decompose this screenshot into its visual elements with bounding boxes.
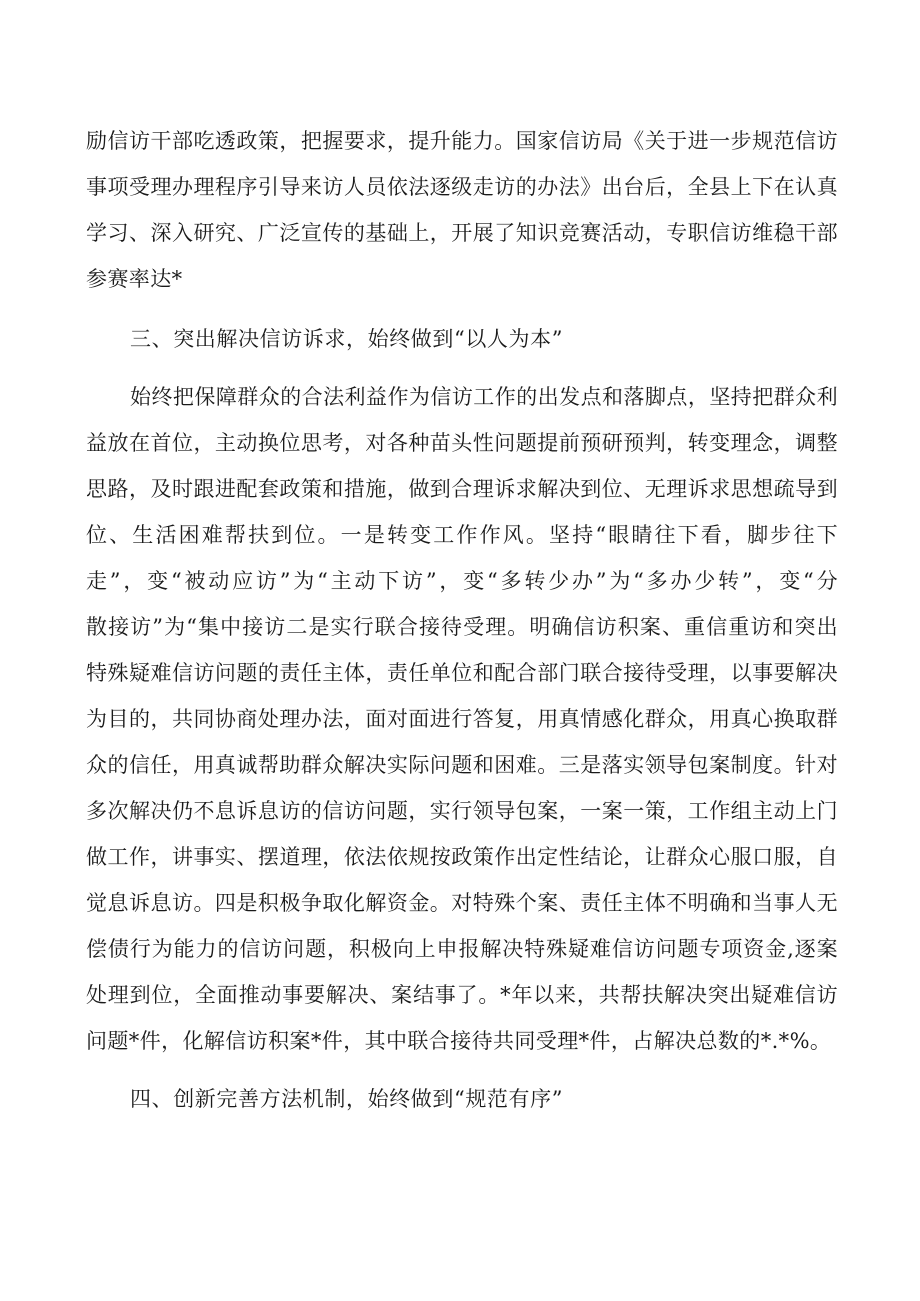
section-heading-4: 四、创新完善方法机制，始终做到“规范有序” bbox=[130, 1087, 564, 1111]
paragraph-line: 多次解决仍不息诉息访的信访问题，实行领导包案，一案一策，工作组主动上门 bbox=[86, 799, 838, 823]
paragraph-line: 特殊疑难信访问题的责任主体，责任单位和配合部门联合接待受理，以事要解决 bbox=[86, 661, 838, 685]
paragraph-line: 处理到位，全面推动事要解决、案结事了。*年以来，共帮扶解决突出疑难信访 bbox=[86, 983, 838, 1007]
paragraph-line: 散接访”为“集中接访二是实行联合接待受理。明确信访积案、重信重访和突出 bbox=[86, 615, 838, 639]
paragraph-line: 参赛率达* bbox=[86, 267, 183, 291]
paragraph-line: 为目的，共同协商处理办法，面对面进行答复，用真情感化群众，用真心换取群 bbox=[86, 707, 838, 731]
paragraph-line: 众的信任，用真诚帮助群众解决实际问题和困难。三是落实领导包案制度。针对 bbox=[86, 753, 838, 777]
paragraph-line: 始终把保障群众的合法利益作为信访工作的出发点和落脚点，坚持把群众利 bbox=[130, 385, 838, 409]
paragraph-line: 走”，变“被动应访”为“主动下访”，变“多转少办”为“多办少转”，变“分 bbox=[86, 569, 838, 593]
paragraph-line: 思路，及时跟进配套政策和措施，做到合理诉求解决到位、无理诉求思想疏导到 bbox=[86, 477, 838, 501]
paragraph-line: 觉息诉息访。四是积极争取化解资金。对特殊个案、责任主体不明确和当事人无 bbox=[86, 891, 838, 915]
section-heading-3: 三、突出解决信访诉求，始终做到“以人为本” bbox=[130, 327, 564, 351]
paragraph-line: 学习、深入研究、广泛宣传的基础上，开展了知识竞赛活动，专职信访维稳干部 bbox=[86, 221, 838, 245]
paragraph-line: 事项受理办理程序引导来访人员依法逐级走访的办法》出台后，全县上下在认真 bbox=[86, 175, 838, 199]
paragraph-line: 益放在首位，主动换位思考，对各种苗头性问题提前预研预判，转变理念，调整 bbox=[86, 431, 838, 455]
paragraph-line: 偿债行为能力的信访问题，积极向上申报解决特殊疑难信访问题专项资金,逐案 bbox=[86, 937, 838, 961]
paragraph-line: 做工作，讲事实、摆道理，依法依规按政策作出定性结论，让群众心服口服，自 bbox=[86, 845, 838, 869]
paragraph-line: 励信访干部吃透政策，把握要求，提升能力。国家信访局《关于进一步规范信访 bbox=[86, 129, 838, 153]
paragraph-line: 位、生活困难帮扶到位。一是转变工作作风。坚持“眼睛往下看，脚步往下 bbox=[86, 523, 838, 547]
paragraph-line: 问题*件，化解信访积案*件，其中联合接待共同受理*件，占解决总数的*.*%。 bbox=[86, 1029, 832, 1053]
